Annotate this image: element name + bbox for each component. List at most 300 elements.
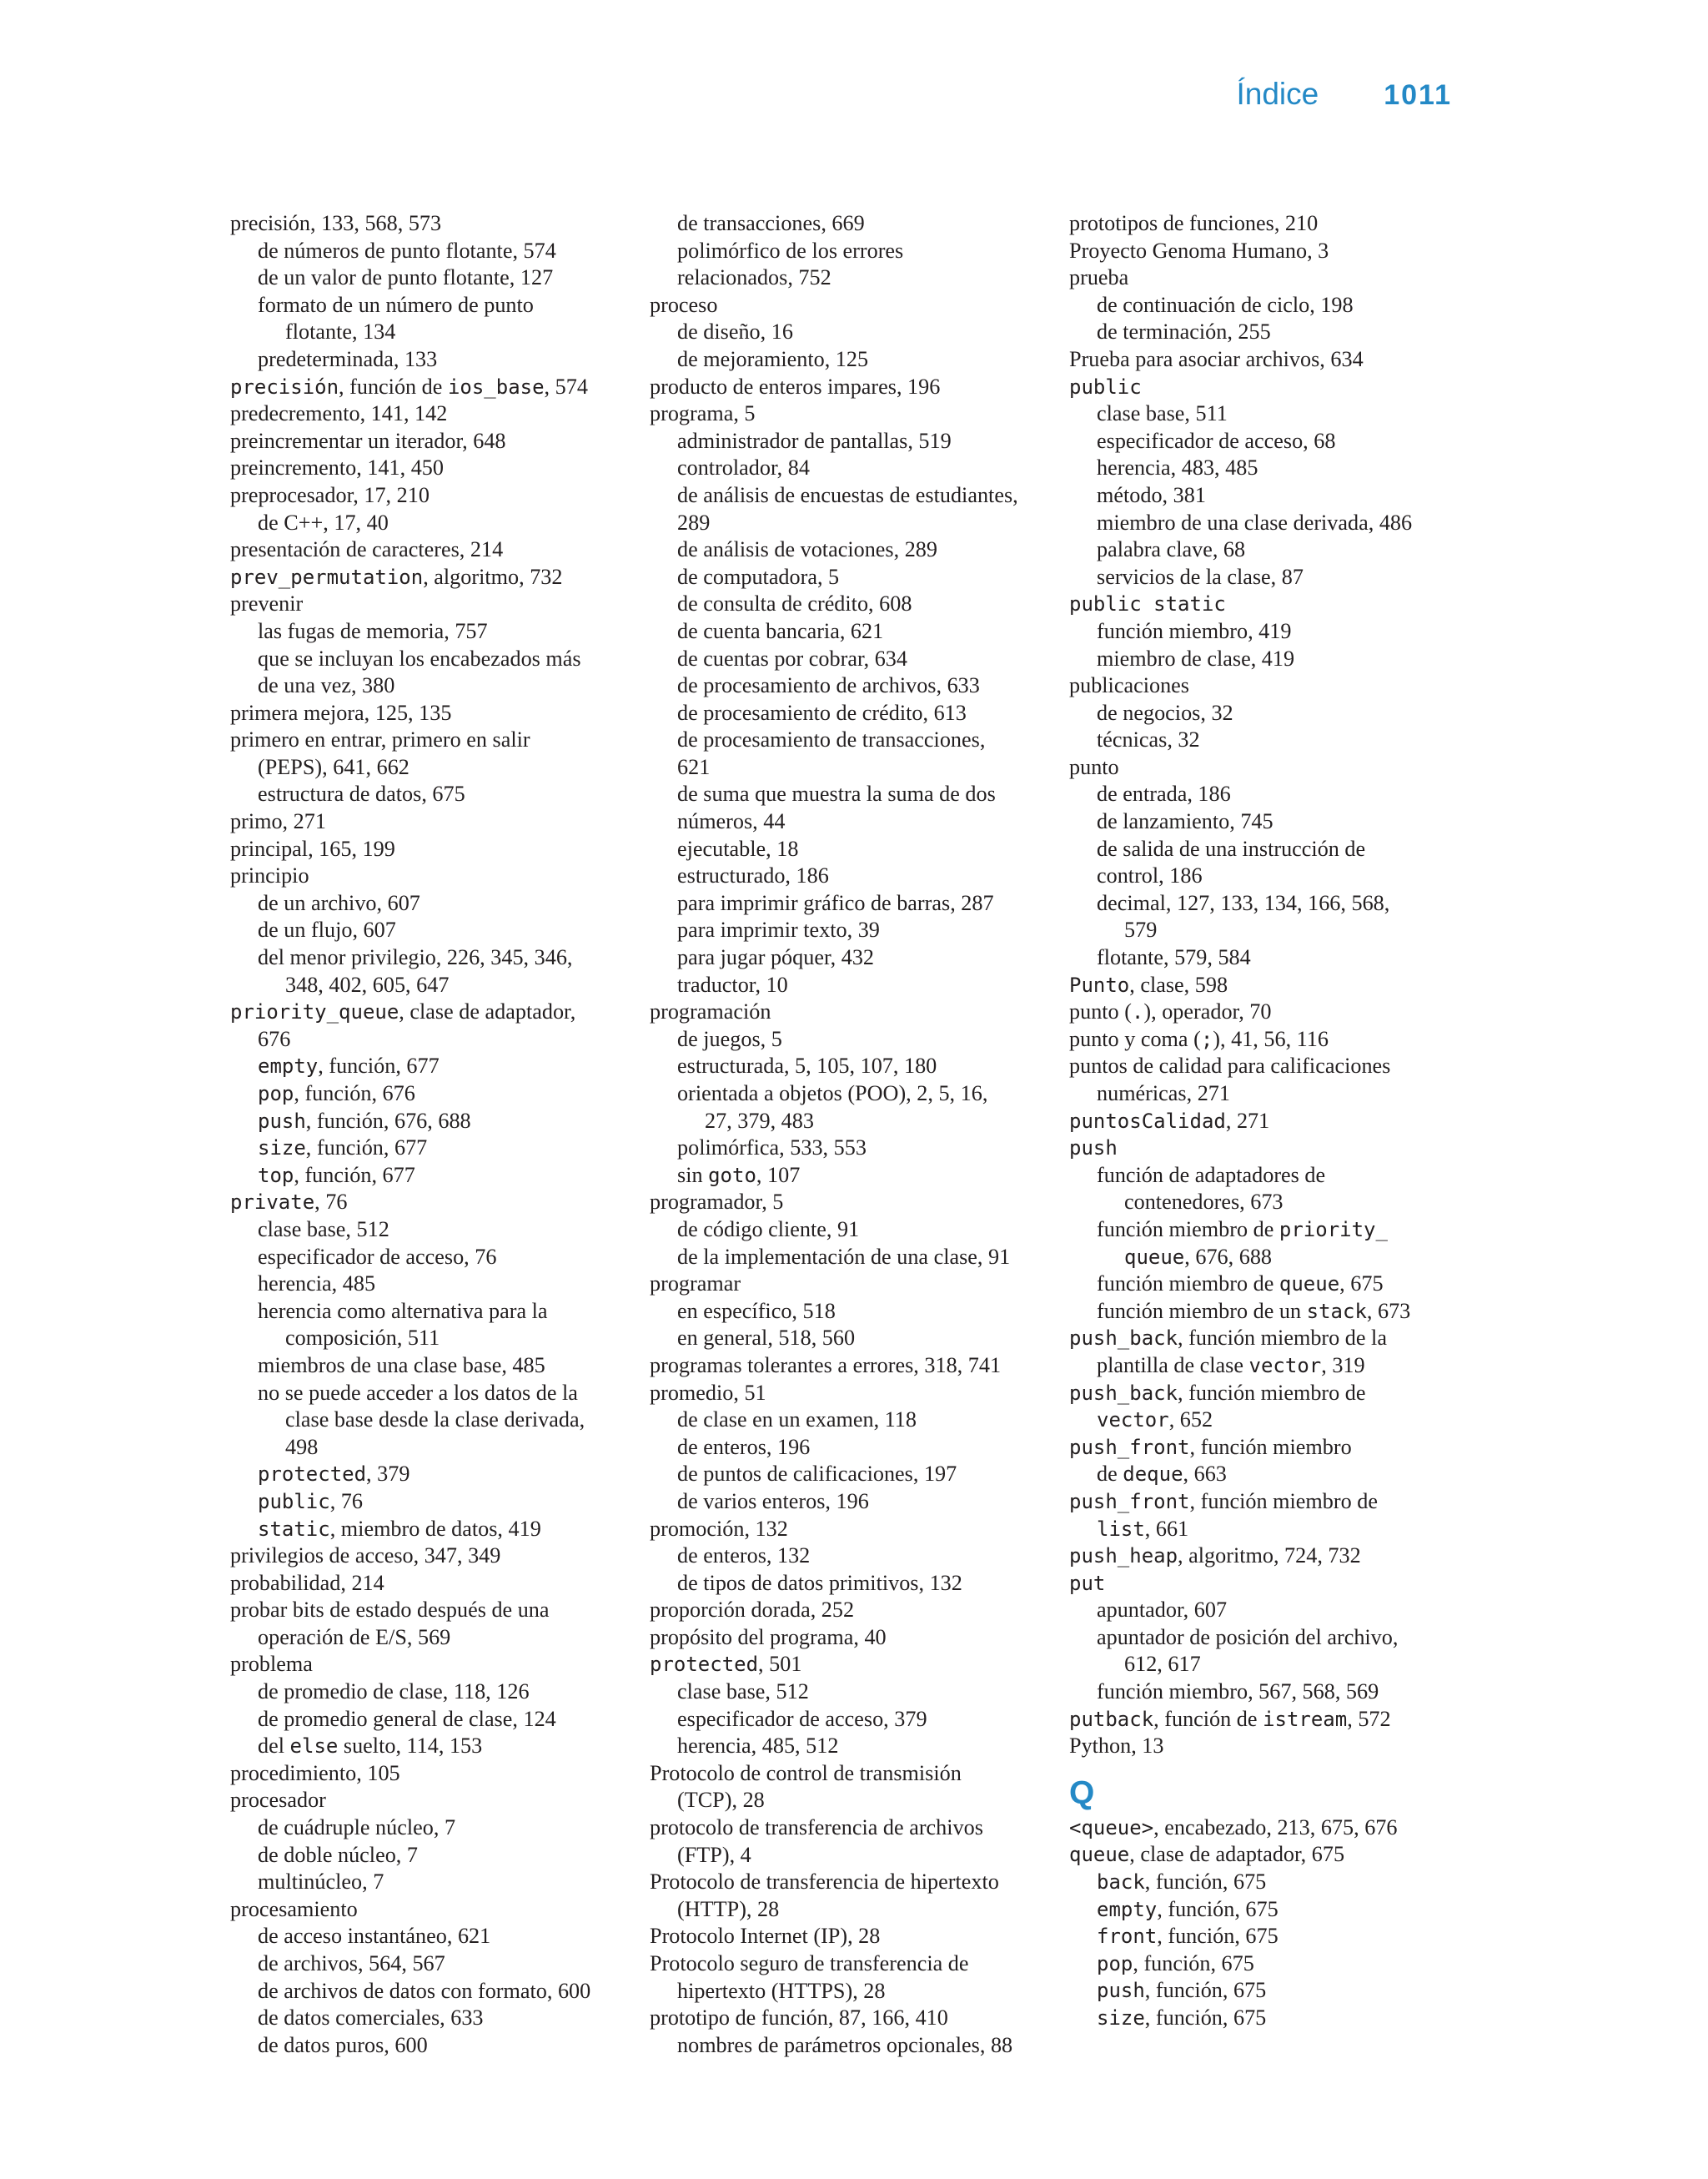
index-entry <box>650 1706 1050 1734</box>
entry-text-segment: hipertexto (HTTPS), 28 <box>677 1978 886 2003</box>
entry-text-segment: herencia, 485 <box>258 1271 376 1296</box>
entry-code-segment: push_back <box>1069 1326 1178 1351</box>
index-entry <box>1069 455 1469 482</box>
index-entry <box>230 455 630 482</box>
entry-text-segment: de acceso instantáneo, 621 <box>258 1924 491 1949</box>
entry-text-segment: , miembro de datos, 419 <box>329 1516 541 1541</box>
index-entry <box>650 1570 1050 1598</box>
page-number: 1011 <box>1384 79 1452 111</box>
entry-text-segment: servicios de la clase, 87 <box>1097 564 1304 589</box>
entry-code-segment: front <box>1097 1925 1158 1949</box>
entry-code-segment: Punto <box>1069 973 1130 997</box>
index-entry <box>1069 1923 1469 1950</box>
index-entry <box>230 1733 630 1760</box>
index-entry <box>1069 1814 1469 1842</box>
entry-text-segment: de promedio general de clase, 124 <box>258 1706 556 1731</box>
entry-text-segment: principal, 165, 199 <box>230 836 395 861</box>
entry-code-segment: vector <box>1248 1353 1322 1377</box>
index-entry <box>650 510 1050 537</box>
index-entry <box>230 536 630 564</box>
index-entry <box>650 1380 1050 1407</box>
entry-text-segment: de procesamiento de archivos, 633 <box>677 673 980 698</box>
entry-code-segment: else <box>289 1734 339 1759</box>
entry-text-segment: apuntador, 607 <box>1097 1598 1228 1623</box>
index-entry <box>1069 1080 1469 1108</box>
entry-text-segment: 579 <box>1124 918 1158 943</box>
entry-text-segment: programador, 5 <box>650 1190 784 1215</box>
index-entry <box>650 591 1050 618</box>
entry-text-segment: precisión, 133, 568, 573 <box>230 211 442 235</box>
index-entry <box>1069 754 1469 782</box>
entry-text-segment: de C++, 17, 40 <box>258 510 389 535</box>
index-entry <box>230 1325 630 1352</box>
entry-text-segment: (PEPS), 641, 662 <box>258 754 409 779</box>
entry-text-segment: de tipos de datos primitivos, 132 <box>677 1570 962 1595</box>
page-header <box>1237 77 1453 112</box>
index-entry <box>230 999 630 1026</box>
index-entry <box>1069 836 1469 863</box>
entry-text-segment: de cuenta bancaria, 621 <box>677 618 884 643</box>
entry-text-segment: de consulta de crédito, 608 <box>677 591 912 616</box>
entry-text-segment: de datos puros, 600 <box>258 2032 428 2057</box>
entry-text-segment: de un archivo, 607 <box>258 890 420 915</box>
entry-text-segment: , función, 676 <box>294 1081 415 1105</box>
entry-text-segment: , 76 <box>314 1190 348 1215</box>
entry-text-segment: de archivos de datos con formato, 600 <box>258 1978 591 2003</box>
index-entry <box>650 1760 1050 1788</box>
index-entry <box>650 944 1050 972</box>
entry-text-segment: de terminación, 255 <box>1097 320 1271 345</box>
index-entry <box>650 210 1050 238</box>
entry-code-segment: put <box>1069 1571 1106 1595</box>
index-entry <box>230 1216 630 1244</box>
entry-text-segment: de computadora, 5 <box>677 564 840 589</box>
entry-text-segment: , 676, 688 <box>1184 1244 1272 1269</box>
index-entry <box>230 890 630 918</box>
entry-text-segment: programación <box>650 999 771 1024</box>
entry-text-segment: , función, 675 <box>1144 1978 1267 2003</box>
entry-text-segment: propósito del programa, 40 <box>650 1624 887 1649</box>
entry-text-segment: prueba <box>1069 265 1129 290</box>
index-entry <box>230 1162 630 1190</box>
entry-text-segment: para imprimir texto, 39 <box>677 918 880 943</box>
entry-text-segment: suelto, 114, 153 <box>338 1734 483 1759</box>
entry-text-segment: probabilidad, 214 <box>230 1570 384 1595</box>
entry-text-segment: de lanzamiento, 745 <box>1097 809 1273 834</box>
index-entry <box>230 1407 630 1434</box>
entry-text-segment: protocolo de transferencia de archivos <box>650 1815 983 1840</box>
entry-text-segment: prevenir <box>230 591 304 616</box>
section-title: Índice <box>1236 77 1319 111</box>
index-column-1 <box>230 210 630 2059</box>
entry-text-segment: de mejoramiento, 125 <box>677 346 869 371</box>
index-entry <box>230 346 630 374</box>
index-entry <box>1069 400 1469 428</box>
index-entry <box>650 917 1050 944</box>
index-entry <box>1069 1651 1469 1678</box>
index-entry <box>230 700 630 727</box>
index-entry <box>1069 863 1469 890</box>
entry-text-segment: polimórfica, 533, 553 <box>677 1135 867 1160</box>
index-entry <box>650 536 1050 564</box>
entry-text-segment: producto de enteros impares, 196 <box>650 374 941 399</box>
index-entry <box>650 455 1050 482</box>
entry-text-segment: para imprimir gráfico de barras, 287 <box>677 890 994 915</box>
index-entry <box>230 1298 630 1326</box>
entry-text-segment: estructura de datos, 675 <box>258 782 465 807</box>
entry-text-segment: procesamiento <box>230 1896 358 1921</box>
entry-text-segment: de datos comerciales, 633 <box>258 2005 484 2031</box>
entry-text-segment: de enteros, 132 <box>677 1543 811 1568</box>
index-entry <box>230 1244 630 1271</box>
entry-text-segment: 612, 617 <box>1124 1652 1201 1677</box>
index-entry <box>1069 1407 1469 1434</box>
index-entry <box>1069 944 1469 972</box>
index-entry <box>650 264 1050 292</box>
entry-text-segment: formato de un número de punto <box>258 292 534 317</box>
entry-text-segment: Protocolo seguro de transferencia de <box>650 1951 969 1975</box>
index-entry <box>1069 346 1469 374</box>
index-entry <box>650 319 1050 346</box>
entry-text-segment: miembro de clase, 419 <box>1097 646 1295 671</box>
entry-code-segment: private <box>230 1190 315 1215</box>
index-entry <box>1069 700 1469 727</box>
index-entry <box>1069 1733 1469 1760</box>
index-entry <box>1069 536 1469 564</box>
entry-text-segment: , función, 677 <box>305 1135 428 1160</box>
entry-text-segment: traductor, 10 <box>677 972 788 997</box>
index-entry <box>1069 428 1469 455</box>
index-entry <box>1069 1950 1469 1978</box>
index-entry <box>650 1108 1050 1135</box>
index-entry <box>1069 1896 1469 1924</box>
index-entry <box>650 2005 1050 2032</box>
entry-text-segment: clase base desde la clase derivada, <box>285 1407 585 1432</box>
index-entry <box>650 374 1050 401</box>
entry-text-segment: de suma que muestra la suma de dos <box>677 782 996 807</box>
entry-text-segment: ), 41, 56, 116 <box>1213 1026 1329 1051</box>
entry-text-segment: números, 44 <box>677 809 786 834</box>
index-entry <box>650 1869 1050 1896</box>
index-entry <box>1069 238 1469 265</box>
entry-text-segment: , 574 <box>544 374 588 399</box>
entry-text-segment: de cuentas por cobrar, 634 <box>677 646 907 671</box>
entry-text-segment: de <box>1097 1462 1123 1487</box>
entry-text-segment: predeterminada, 133 <box>258 346 438 371</box>
index-entry <box>1069 1325 1469 1352</box>
index-entry <box>230 400 630 428</box>
entry-code-segment: precisión <box>230 375 339 399</box>
entry-text-segment: procesador <box>230 1788 326 1813</box>
entry-text-segment: orientada a objetos (POO), 2, 5, 16, <box>677 1081 988 1105</box>
index-entry <box>1069 1678 1469 1706</box>
index-entry <box>230 1597 630 1624</box>
entry-text-segment: en específico, 518 <box>677 1298 836 1323</box>
index-entry <box>650 1325 1050 1352</box>
index-entry <box>650 1352 1050 1380</box>
entry-code-segment: putback <box>1069 1707 1154 1731</box>
index-entry <box>1069 2005 1469 2032</box>
index-entry <box>230 781 630 808</box>
index-entry <box>230 863 630 890</box>
index-entry <box>230 1869 630 1896</box>
index-entry <box>650 1651 1050 1678</box>
entry-text-segment: procedimiento, 105 <box>230 1760 400 1785</box>
index-entry <box>230 210 630 238</box>
index-entry <box>1069 917 1469 944</box>
index-column-2 <box>650 210 1050 2059</box>
entry-text-segment: punto ( <box>1069 999 1132 1024</box>
index-entry <box>1069 1189 1469 1216</box>
index-entry <box>230 1760 630 1788</box>
entry-code-segment: public <box>258 1489 330 1513</box>
entry-text-segment: del menor privilegio, 226, 345, 346, <box>258 945 573 970</box>
entry-code-segment: push_back <box>1069 1381 1178 1405</box>
entry-text-segment: decimal, 127, 133, 134, 166, 568, <box>1097 890 1390 915</box>
entry-text-segment: promoción, 132 <box>650 1516 788 1541</box>
index-entry <box>1069 1108 1469 1135</box>
entry-text-segment: 289 <box>677 510 711 535</box>
index-entry <box>1069 618 1469 646</box>
index-entry <box>230 1842 630 1870</box>
entry-code-segment: push_heap <box>1069 1544 1178 1568</box>
index-entry <box>1069 1597 1469 1624</box>
entry-code-segment: ios_base <box>447 375 545 399</box>
entry-text-segment: herencia, 483, 485 <box>1097 455 1258 481</box>
entry-text-segment: prototipo de función, 87, 166, 410 <box>650 2005 948 2031</box>
entry-text-segment: , 675 <box>1339 1271 1384 1296</box>
index-entry <box>650 1787 1050 1814</box>
entry-code-segment: push <box>258 1109 306 1133</box>
index-entry <box>650 1678 1050 1706</box>
index-entry <box>230 672 630 700</box>
index-entry <box>650 863 1050 890</box>
entry-text-segment: de puntos de calificaciones, 197 <box>677 1462 957 1487</box>
entry-text-segment: de negocios, 32 <box>1097 700 1233 725</box>
index-entry <box>230 1026 630 1054</box>
entry-text-segment: sin <box>677 1162 709 1187</box>
index-entry <box>1069 482 1469 510</box>
entry-code-segment: push <box>1069 1136 1118 1160</box>
entry-text-segment: , función, 675 <box>1144 2005 1267 2030</box>
index-entry <box>1069 1516 1469 1543</box>
index-entry <box>230 264 630 292</box>
index-entry <box>650 2032 1050 2060</box>
index-entry <box>1069 1570 1469 1598</box>
index-entry <box>650 1923 1050 1950</box>
entry-text-segment: punto y coma ( <box>1069 1026 1201 1051</box>
index-entry <box>230 482 630 510</box>
entry-text-segment: Protocolo Internet (IP), 28 <box>650 1924 881 1949</box>
index-entry <box>230 754 630 782</box>
index-entry <box>230 1053 630 1080</box>
entry-code-segment: back <box>1097 1870 1145 1895</box>
entry-text-segment: flotante, 579, 584 <box>1097 945 1251 970</box>
entry-code-segment: size <box>1097 2006 1145 2030</box>
entry-text-segment: , función miembro de la <box>1178 1326 1387 1351</box>
entry-text-segment: principio <box>230 863 309 888</box>
entry-text-segment: probar bits de estado después de una <box>230 1598 550 1623</box>
index-entry <box>230 374 630 401</box>
entry-text-segment: ), operador, 70 <box>1143 999 1272 1024</box>
index-entry <box>650 564 1050 591</box>
index-entry <box>230 1950 630 1978</box>
index-entry <box>650 1842 1050 1870</box>
entry-text-segment: de la implementación de una clase, 91 <box>677 1244 1011 1269</box>
entry-text-segment: no se puede acceder a los datos de la <box>258 1380 578 1405</box>
index-entry <box>230 972 630 999</box>
index-entry <box>1069 1380 1469 1407</box>
entry-text-segment: contenedores, 673 <box>1124 1190 1284 1215</box>
entry-text-segment: , 76 <box>329 1488 363 1513</box>
index-entry <box>1069 1977 1469 2005</box>
entry-text-segment: de transacciones, 669 <box>677 211 865 235</box>
entry-code-segment: list <box>1097 1517 1145 1541</box>
entry-text-segment: flotante, 134 <box>285 320 396 345</box>
index-entry <box>230 1978 630 2005</box>
entry-text-segment: método, 381 <box>1097 482 1206 507</box>
entry-text-segment: numéricas, 271 <box>1097 1081 1230 1105</box>
index-entry <box>650 672 1050 700</box>
index-entry <box>1069 890 1469 918</box>
entry-text-segment: clase base, 512 <box>258 1216 389 1241</box>
index-entry <box>1069 1053 1469 1080</box>
entry-text-segment: miembros de una clase base, 485 <box>258 1352 545 1377</box>
entry-text-segment: de código cliente, 91 <box>677 1216 860 1241</box>
entry-text-segment: de procesamiento de crédito, 613 <box>677 700 967 725</box>
index-entry <box>230 1896 630 1924</box>
entry-text-segment: ejecutable, 18 <box>677 836 799 861</box>
entry-text-segment: proceso <box>650 292 718 317</box>
entry-text-segment: prototipos de funciones, 210 <box>1069 211 1319 235</box>
index-entry <box>230 917 630 944</box>
index-entry <box>230 1814 630 1842</box>
index-entry <box>650 618 1050 646</box>
entry-text-segment: de números de punto flotante, 574 <box>258 238 556 263</box>
index-entry <box>1069 564 1469 591</box>
entry-text-segment: , función, 675 <box>1133 1950 1254 1975</box>
entry-text-segment: Protocolo de transferencia de hipertexto <box>650 1870 999 1895</box>
entry-text-segment: 348, 402, 605, 647 <box>285 972 450 997</box>
entry-text-segment: función miembro, 419 <box>1097 618 1292 643</box>
entry-text-segment: , algoritmo, 732 <box>423 564 563 589</box>
entry-text-segment: especificador de acceso, 379 <box>677 1706 927 1731</box>
index-entry <box>230 1352 630 1380</box>
index-entry <box>230 727 630 754</box>
index-entry <box>230 292 630 320</box>
entry-text-segment: relacionados, 752 <box>677 265 831 290</box>
entry-text-segment: de análisis de votaciones, 289 <box>677 537 937 562</box>
index-entry <box>1069 1434 1469 1462</box>
entry-text-segment: 27, 379, 483 <box>705 1108 814 1133</box>
entry-text-segment: clase base, 512 <box>677 1679 809 1704</box>
entry-text-segment: , 379 <box>366 1462 410 1487</box>
index-entry <box>1069 1216 1469 1244</box>
entry-text-segment: , algoritmo, 724, 732 <box>1178 1543 1361 1568</box>
entry-text-segment: presentación de caracteres, 214 <box>230 537 504 562</box>
index-entry <box>1069 1135 1469 1162</box>
entry-text-segment: , función, 677 <box>318 1054 440 1079</box>
entry-text-segment: , función, 675 <box>1157 1924 1278 1949</box>
index-entry <box>650 346 1050 374</box>
index-entry <box>650 1053 1050 1080</box>
index-entry <box>650 400 1050 428</box>
index-entry <box>650 1026 1050 1054</box>
entry-text-segment: control, 186 <box>1097 863 1203 888</box>
index-column-3 <box>1069 210 1469 2032</box>
index-entry <box>650 292 1050 320</box>
index-entry <box>1069 264 1469 292</box>
index-entry <box>650 1162 1050 1190</box>
entry-code-segment: deque <box>1123 1462 1183 1487</box>
index-entry <box>230 1488 630 1516</box>
index-entry <box>1069 1542 1469 1570</box>
entry-text-segment: , clase, 598 <box>1129 972 1228 997</box>
entry-code-segment: ; <box>1200 1027 1213 1051</box>
entry-text-segment: programas tolerantes a errores, 318, 741 <box>650 1352 1002 1377</box>
entry-text-segment: promedio, 51 <box>650 1380 766 1405</box>
index-entry <box>650 754 1050 782</box>
index-entry <box>230 238 630 265</box>
entry-text-segment: , clase de adaptador, <box>399 999 576 1024</box>
entry-text-segment: plantilla de clase <box>1097 1352 1249 1377</box>
index-entry <box>1069 999 1469 1026</box>
index-entry <box>230 1787 630 1814</box>
entry-text-segment: programa, 5 <box>650 401 756 426</box>
index-entry <box>650 238 1050 265</box>
index-entry <box>1069 292 1469 320</box>
entry-text-segment: Prueba para asociar archivos, 634 <box>1069 346 1364 371</box>
entry-text-segment: (TCP), 28 <box>677 1788 765 1813</box>
entry-text-segment: herencia, 485, 512 <box>677 1734 839 1759</box>
index-entry <box>650 1298 1050 1326</box>
entry-text-segment: Python, 13 <box>1069 1734 1164 1759</box>
entry-code-segment: size <box>258 1136 306 1160</box>
entry-text-segment: de un flujo, 607 <box>258 918 396 943</box>
index-entry <box>650 1488 1050 1516</box>
entry-text-segment: de un valor de punto flotante, 127 <box>258 265 554 290</box>
index-entry <box>650 428 1050 455</box>
index-entry <box>650 1950 1050 1978</box>
entry-code-segment: empty <box>1097 1897 1158 1921</box>
entry-text-segment: , 271 <box>1225 1108 1270 1133</box>
entry-code-segment: top <box>258 1163 294 1187</box>
index-entry <box>650 1135 1050 1162</box>
entry-text-segment: 676 <box>258 1026 291 1051</box>
entry-text-segment: primero en entrar, primero en salir <box>230 727 530 752</box>
index-entry <box>1069 591 1469 618</box>
index-entry <box>230 1271 630 1298</box>
entry-code-segment: priority_queue <box>230 1000 399 1024</box>
entry-code-segment: empty <box>258 1054 319 1079</box>
index-entry <box>1069 510 1469 537</box>
index-entry <box>650 1080 1050 1108</box>
index-entry <box>650 700 1050 727</box>
entry-code-segment: prev_permutation <box>230 565 424 589</box>
entry-text-segment: de procesamiento de transacciones, <box>677 727 986 752</box>
index-entry <box>230 1135 630 1162</box>
entry-code-segment: public static <box>1069 592 1226 616</box>
index-entry <box>230 1108 630 1135</box>
index-entry <box>1069 781 1469 808</box>
index-entry <box>1069 1706 1469 1734</box>
index-entry <box>230 1678 630 1706</box>
entry-text-segment: para jugar póquer, 432 <box>677 945 875 970</box>
index-entry <box>1069 374 1469 401</box>
entry-text-segment: , función de <box>339 374 448 399</box>
entry-text-segment: 498 <box>285 1434 319 1459</box>
entry-text-segment: las fugas de memoria, 757 <box>258 618 488 643</box>
